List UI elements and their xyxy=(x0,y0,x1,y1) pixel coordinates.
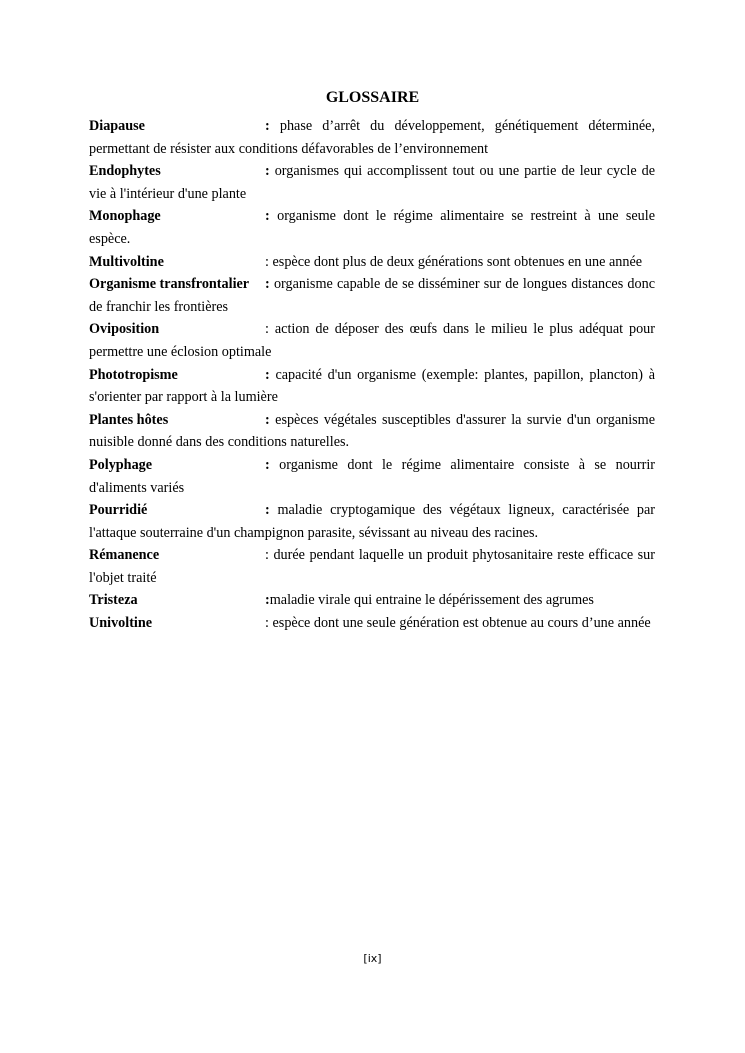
glossary-term: Rémanence xyxy=(89,547,160,564)
glossary-definition: organisme dont le régime alimentaire se restreint à une seule espèce. xyxy=(89,208,655,247)
glossary-term: Diapause xyxy=(89,118,145,134)
glossary-definition: capacité d'un organisme (exemple: plantes, papillon, plancton) à s'orienter par rapport à la lumière xyxy=(89,366,655,406)
glossary-term: Plantes hôtes xyxy=(89,411,169,428)
glossary-definition: organisme dont le régime alimentaire consiste à se nourrir d'aliments variés xyxy=(89,456,656,496)
glossary-definition: maladie cryptogamique des végétaux ligneux, caractérisée par l'attaque souterraine d'un champignon parasite, sévissant au niveau des racines. xyxy=(89,502,655,541)
term-separator: : xyxy=(265,208,270,225)
glossary-term: Organisme transfrontalier xyxy=(89,276,250,293)
glossary-entry-remanence xyxy=(89,544,655,589)
glossary-list xyxy=(89,115,655,635)
glossary-entry-endophytes xyxy=(89,160,655,205)
term-separator: : xyxy=(265,615,269,632)
term-separator: : xyxy=(265,118,270,134)
glossary-entry-phototropisme xyxy=(89,364,655,409)
term-separator: : xyxy=(265,411,270,428)
glossary-entry-organisme-transfrontalier xyxy=(89,273,655,318)
glossary-entry-polyphage xyxy=(89,454,655,499)
glossary-term: Monophage xyxy=(89,208,161,225)
glossary-definition: organisme capable de se disséminer sur de longues distances donc de franchir les frontières xyxy=(89,276,655,315)
glossary-term: Oviposition xyxy=(89,321,160,338)
term-separator: : xyxy=(265,321,269,338)
term-separator: : xyxy=(265,502,270,519)
glossary-term: Phototropisme xyxy=(89,366,178,383)
glossary-term: Polyphage xyxy=(89,456,153,473)
glossary-entry-univoltine xyxy=(89,612,655,635)
glossary-term: Tristeza xyxy=(89,592,138,609)
term-separator: : xyxy=(265,276,270,293)
term-separator: : xyxy=(265,547,269,564)
glossary-entry-multivoltine xyxy=(89,251,655,274)
term-separator: : xyxy=(265,366,270,383)
glossary-definition: espèce dont plus de deux générations sont obtenues en une année xyxy=(272,253,643,270)
glossary-definition: espèces végétales susceptibles d'assurer la survie d'un organisme nuisible donné dans des conditions naturelles. xyxy=(89,411,656,451)
glossary-term: Endophytes xyxy=(89,163,161,180)
glossary-definition: action de déposer des œufs dans le milieu le plus adéquat pour permettre une éclosion optimale xyxy=(89,321,655,360)
glossary-definition: maladie virale qui entraine le dépérissement des agrumes xyxy=(269,592,594,609)
glossary-entry-plantes-hotes xyxy=(89,409,655,454)
glossary-entry-tristeza xyxy=(89,589,655,612)
page-title: GLOSSAIRE xyxy=(325,89,420,106)
glossary-definition: phase d’arrêt du développement, génétiquement déterminée, permettant de résister aux conditions défavorables de l’environnement xyxy=(89,118,655,157)
glossary-entry-monophage xyxy=(89,205,655,250)
glossary-term: Multivoltine xyxy=(89,253,164,270)
glossary-definition: espèce dont une seule génération est obtenue au cours d’une année xyxy=(272,615,651,632)
term-separator: : xyxy=(265,456,270,473)
term-separator: : xyxy=(265,253,269,270)
glossary-definition: organismes qui accomplissent tout ou une partie de leur cycle de vie à l'intérieur d'une plante xyxy=(89,163,656,202)
glossary-term: Pourridié xyxy=(89,502,148,519)
term-separator: : xyxy=(265,592,270,609)
term-separator: : xyxy=(265,163,270,180)
glossary-term: Univoltine xyxy=(89,615,153,632)
glossary-entry-oviposition xyxy=(89,318,655,363)
page-number: [ix] xyxy=(363,952,382,965)
glossary-entry-diapause xyxy=(89,115,655,160)
glossary-entry-pourridie xyxy=(89,499,655,544)
glossary-definition: durée pendant laquelle un produit phytosanitaire reste efficace sur l'objet traité xyxy=(89,547,656,586)
